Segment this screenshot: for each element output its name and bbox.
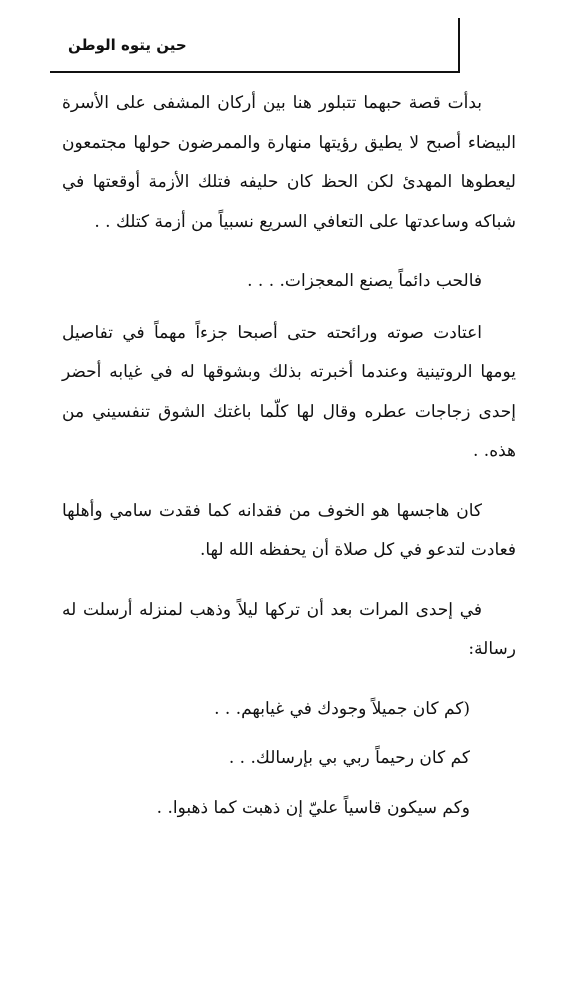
message-line: وكم سيكون قاسياً عليّ إن ذهبت كما ذهبوا. . bbox=[156, 797, 470, 818]
paragraph: في إحدى المرات بعد أن تركها ليلاً وذهب لمنزله أرسلت له رسالة: bbox=[62, 599, 516, 659]
message-line: (كم كان جميلاً وجودك في غيابهم. . . bbox=[214, 698, 470, 719]
paragraph: كان هاجسها هو الخوف من فقدانه كما فقدت سامي وأهلها فعادت لتدعو في كل صلاة أن يحفظه الله لها. bbox=[62, 500, 516, 560]
paragraph: فالحب دائماً يصنع المعجزات. . . . bbox=[247, 271, 482, 291]
message-line: كم كان رحيماً ربي بي بإرسالك. . . bbox=[228, 748, 470, 768]
header-vertical-rule bbox=[458, 18, 460, 73]
running-header-title: حين يتوه الوطن bbox=[68, 36, 187, 54]
paragraph: اعتادت صوته ورائحته حتى أصبحا جزءاً مهماً في تفاصيل يومها الروتينية وعندما أخبرته بذلك وبشوقها له في غيابه أحضر إحدى زجاجات عطره وقال لها كلّما باغتك الشوق تنفسيني من هذه. . bbox=[62, 322, 516, 461]
paragraph: بدأت قصة حبهما تتبلور هنا بين أركان المشفى على الأسرة البيضاء أصبح لا يطيق رؤيتها منهارة والممرضون حولها مجتمعون ليعطوها المهدئ لكن الحظ كان حليفه فتلك الأزمة أوقعتها في شباكه وساعدتها على التعافي السريع نسبياً من أزمة كتلك . . bbox=[62, 93, 516, 232]
header-underline bbox=[50, 71, 460, 73]
running-header bbox=[50, 18, 460, 72]
body-text bbox=[62, 84, 516, 838]
